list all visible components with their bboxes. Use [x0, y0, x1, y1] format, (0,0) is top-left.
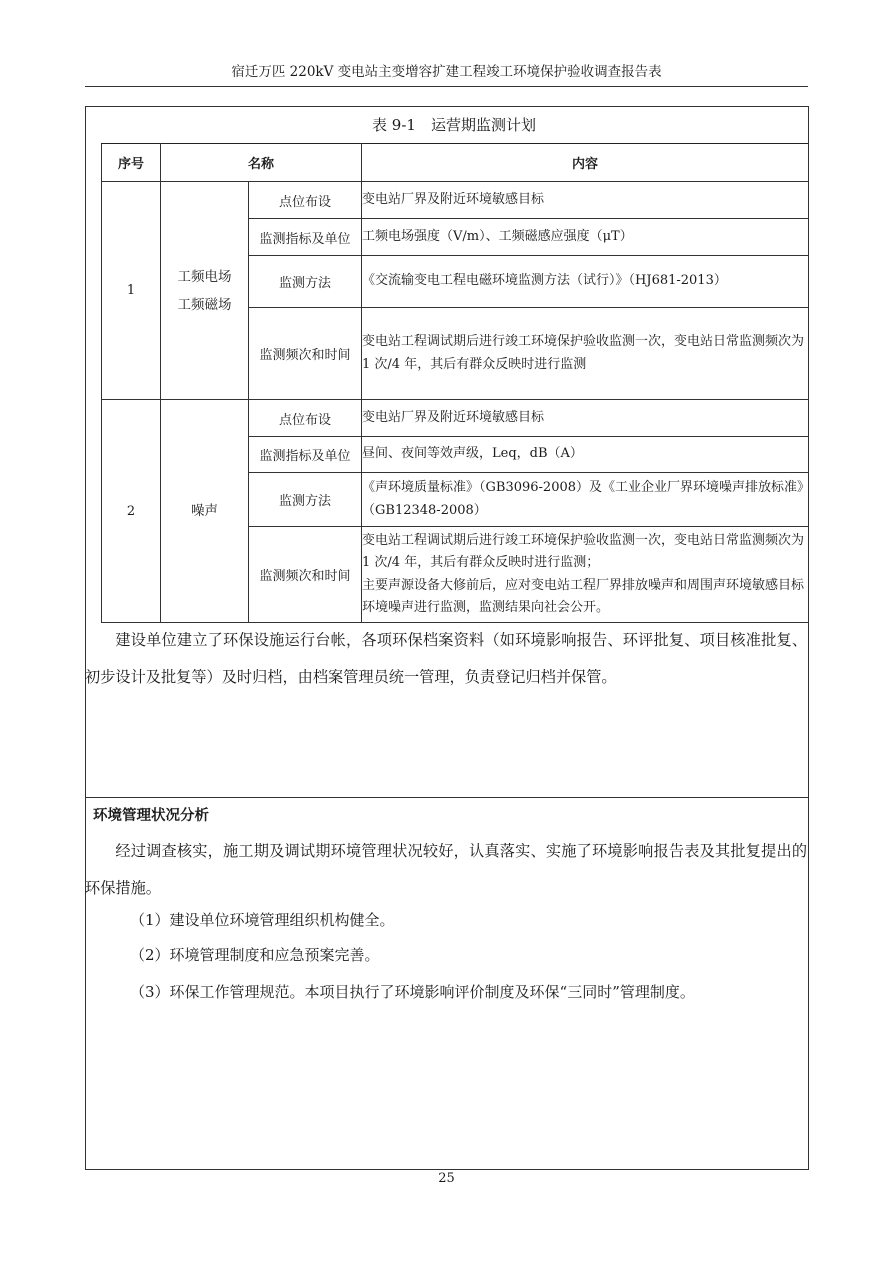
column-header-seq: 序号 — [102, 144, 161, 182]
content-line: 主要声源设备大修前后，应对变电站工程厂界排放噪声和周围声环境敏感目标环境噪声进行监测，监测结果向社会公开。 — [362, 577, 805, 615]
management-title: 环境管理状况分析 — [93, 808, 209, 824]
archive-paragraph: 建设单位建立了环保设施运行台帐，各项环保档案资料（如环境影响报告、环评批复、项目核准批复、初步设计及批复等）及时归档，由档案管理员统一管理，负责登记归档并保管。 — [85, 631, 807, 686]
management-item: （2）环境管理制度和应急预案完善。 — [130, 946, 380, 964]
management-intro: 经过调查核实，施工期及调试期环境管理状况较好，认真落实、实施了环境影响报告表及其批复提出的环保措施。 — [85, 842, 807, 897]
management-item: （1）建设单位环境管理组织机构健全。 — [130, 911, 395, 929]
table-row — [102, 182, 809, 219]
group-seq: 2 — [102, 400, 161, 623]
row-content — [362, 527, 809, 623]
category-line: 噪声 — [191, 503, 218, 519]
content-line: 变电站工程调试期后进行竣工环境保护验收监测一次，变电站日常监测频次为 1 次/4 年，其后有群众反映时进行监测； — [362, 532, 805, 570]
table-header-row — [102, 144, 809, 182]
row-label: 点位布设 — [249, 182, 362, 219]
header-divider — [85, 86, 808, 87]
category-line: 工频磁场 — [177, 296, 232, 313]
row-label: 监测方法 — [249, 473, 362, 527]
column-header-content: 内容 — [362, 144, 809, 182]
group-category — [161, 400, 249, 623]
row-content — [362, 256, 809, 308]
row-content — [362, 219, 809, 256]
content-line: 《声环境质量标准》（GB3096-2008）及《工业企业厂界环境噪声排放标准》（GB12348-2008） — [362, 480, 804, 518]
content-line: 昼间、夜间等效声级，Leq，dB（A） — [362, 446, 583, 462]
group-category — [161, 182, 249, 400]
content-line: 变电站厂界及附近环境敏感目标 — [362, 191, 545, 207]
row-label: 监测指标及单位 — [249, 219, 362, 256]
row-label: 监测方法 — [249, 256, 362, 308]
monitoring-plan-table — [101, 143, 809, 623]
page-number: 25 — [438, 1171, 455, 1186]
content-line: 工频电场强度（V/m）、工频磁感应强度（μT） — [362, 228, 633, 244]
row-label: 监测频次和时间 — [249, 308, 362, 400]
column-header-name: 名称 — [161, 144, 362, 182]
content-line: 《交流输变电工程电磁环境监测方法（试行）》（HJ681-2013） — [362, 273, 727, 289]
row-label: 监测频次和时间 — [249, 527, 362, 623]
row-content — [362, 437, 809, 473]
row-label: 点位布设 — [249, 400, 362, 437]
content-line: 变电站工程调试期后进行竣工环境保护验收监测一次，变电站日常监测频次为 1 次/4 年，其后有群众反映时进行监测 — [362, 334, 805, 372]
row-content — [362, 473, 809, 527]
section-divider — [85, 797, 808, 798]
table-caption: 表 9-1 运营期监测计划 — [372, 116, 536, 134]
category-line: 工频电场 — [177, 268, 232, 285]
page-header: 宿迁万匹 220kV 变电站主变增容扩建工程竣工环境保护验收调查报告表 — [231, 64, 662, 80]
row-content — [362, 182, 809, 219]
group-seq: 1 — [102, 182, 161, 400]
row-content — [362, 400, 809, 437]
row-content — [362, 308, 809, 400]
management-item: （3）环保工作管理规范。本项目执行了环境影响评价制度及环保“三同时”管理制度。 — [130, 983, 695, 1001]
table-row — [102, 400, 809, 437]
row-label: 监测指标及单位 — [249, 437, 362, 473]
content-line: 变电站厂界及附近环境敏感目标 — [362, 409, 545, 425]
